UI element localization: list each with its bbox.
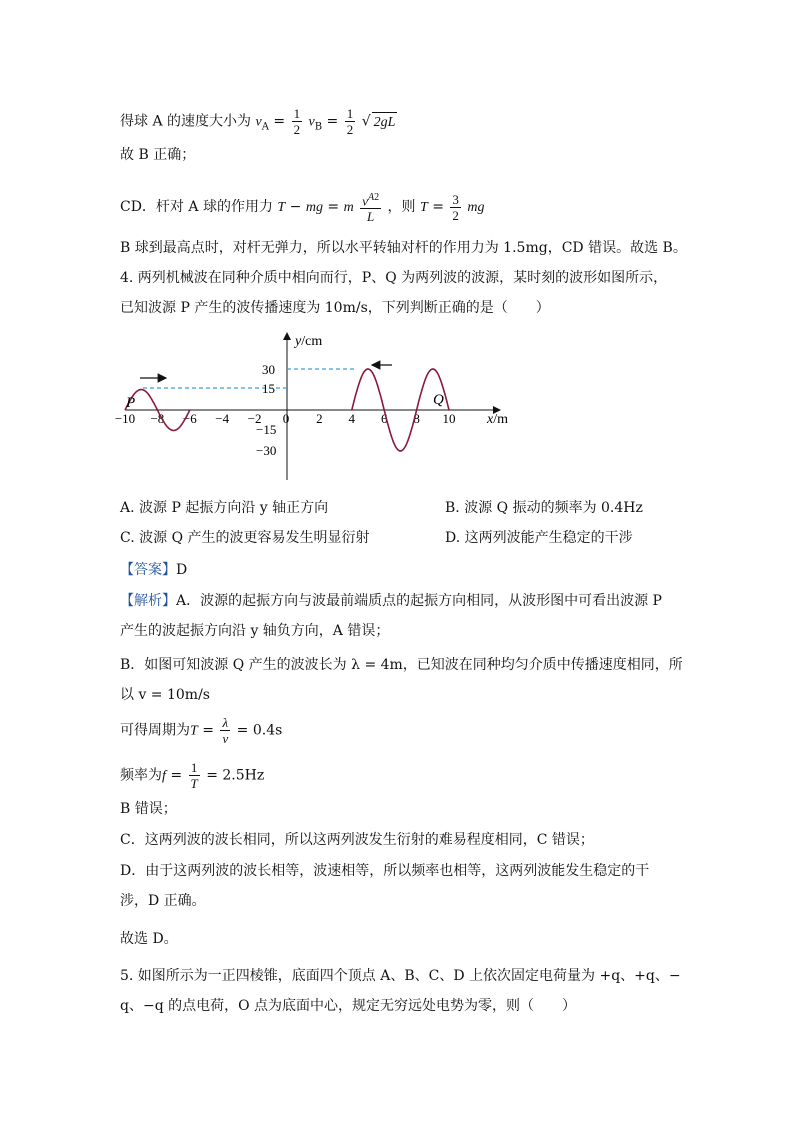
option-b[interactable]: B. 波源 Q 振动的频率为 0.4Hz	[445, 500, 643, 516]
ytick-30: 30	[262, 362, 275, 377]
analysis-b2: 以 v = 10m/s	[120, 687, 210, 703]
analysis-period: 可得周期为T = $\frac{\lambda}{v}$ = 0.4s	[120, 715, 283, 746]
xtick-label: 10	[442, 411, 456, 426]
line-velocity-a: 得球 A 的速度大小为 $v_A$ = $\frac{1}{2}$ $v_B$ = $\frac{1}{2}$ √ 2gL	[120, 106, 396, 137]
option-d[interactable]: D. 这两列波能产生稳定的干涉	[445, 530, 633, 546]
line-cd-force: CD．杆对 A 球的作用力 T − mg = m $\frac{v^{A2}}{L}$ ，则 T = $\frac{3}{2}$ mg	[120, 191, 485, 225]
answer-line	[120, 560, 187, 580]
xtick-label: −8	[150, 411, 165, 426]
analysis-a2: 产生的波起振方向沿 y 轴负方向，A 错误；	[120, 623, 390, 639]
analysis-d1: D．由于这两列波的波长相等，波速相等，所以频率也相等，这两列波能发生稳定的干	[120, 863, 650, 879]
y-axis-label: y/cm	[295, 334, 323, 349]
analysis-d2: 涉，D 正确。	[120, 893, 206, 909]
option-a[interactable]: A. 波源 P 起振方向沿 y 轴正方向	[120, 500, 329, 516]
analysis-end: 故选 D。	[120, 931, 178, 947]
ytick-neg30: −30	[256, 443, 277, 458]
analysis-frequency: 频率为f = $\frac{1}{T}$ = 2.5Hz	[120, 760, 265, 791]
label-q: Q	[433, 392, 444, 408]
q5-stem-line2: q、−q 的点电荷，O 点为底面中心，规定无穷远处电势为零，则（ ）	[120, 998, 577, 1014]
line-b-correct: 故 B 正确；	[120, 147, 196, 163]
xtick-label: −2	[247, 411, 262, 426]
option-c[interactable]: C. 波源 Q 产生的波更容易发生明显衍射	[120, 530, 370, 546]
analysis-c1: C．这两列波的波长相同，所以这两列波发生衍射的难易程度相同，C 错误；	[120, 832, 594, 848]
xtick-label: −6	[182, 411, 197, 426]
xtick-label: −10	[114, 411, 136, 426]
answer-value: D	[176, 562, 188, 578]
answer-label: 【答案】	[120, 562, 176, 578]
ytick-15: 15	[262, 381, 275, 396]
line-b-top: B 球到最高点时，对杆无弹力，所以水平转轴对杆的作用力为 1.5mg，CD 错误。故选 B。	[120, 240, 687, 256]
xtick-label: 2	[316, 411, 323, 426]
q5-stem-line1: 5. 如图所示为一正四棱锥，底面四个顶点 A、B、C、D 上依次固定电荷量为 +q、+q、−	[120, 968, 681, 984]
analysis-a1: 【解析】A．波源的起振方向与波最前端质点的起振方向相同，从波形图中可看出波源 P	[120, 593, 662, 609]
label-p: P	[126, 395, 136, 411]
xtick-label: 8	[413, 411, 420, 426]
analysis-b1: B．如图可知波源 Q 产生的波波长为 λ = 4m，已知波在同种均匀介质中传播速度相同，所	[120, 657, 683, 673]
xtick-label: 0	[282, 411, 290, 426]
q4-stem-line1: 4. 两列机械波在同种介质中相向而行，P、Q 为两列波的波源，某时刻的波形如图所示，	[120, 270, 668, 286]
ytick-neg15: −15	[256, 422, 277, 437]
q4-stem-line2: 已知波源 P 产生的波传播速度为 10m/s，下列判断正确的是（ ）	[120, 300, 550, 316]
x-axis-label: x/m	[487, 412, 508, 427]
analysis-b5: B 错误；	[120, 801, 177, 817]
xtick-label: 4	[348, 411, 356, 426]
xtick-label: −4	[215, 411, 230, 426]
wave-figure	[110, 325, 510, 485]
xtick-label: 6	[380, 411, 388, 426]
